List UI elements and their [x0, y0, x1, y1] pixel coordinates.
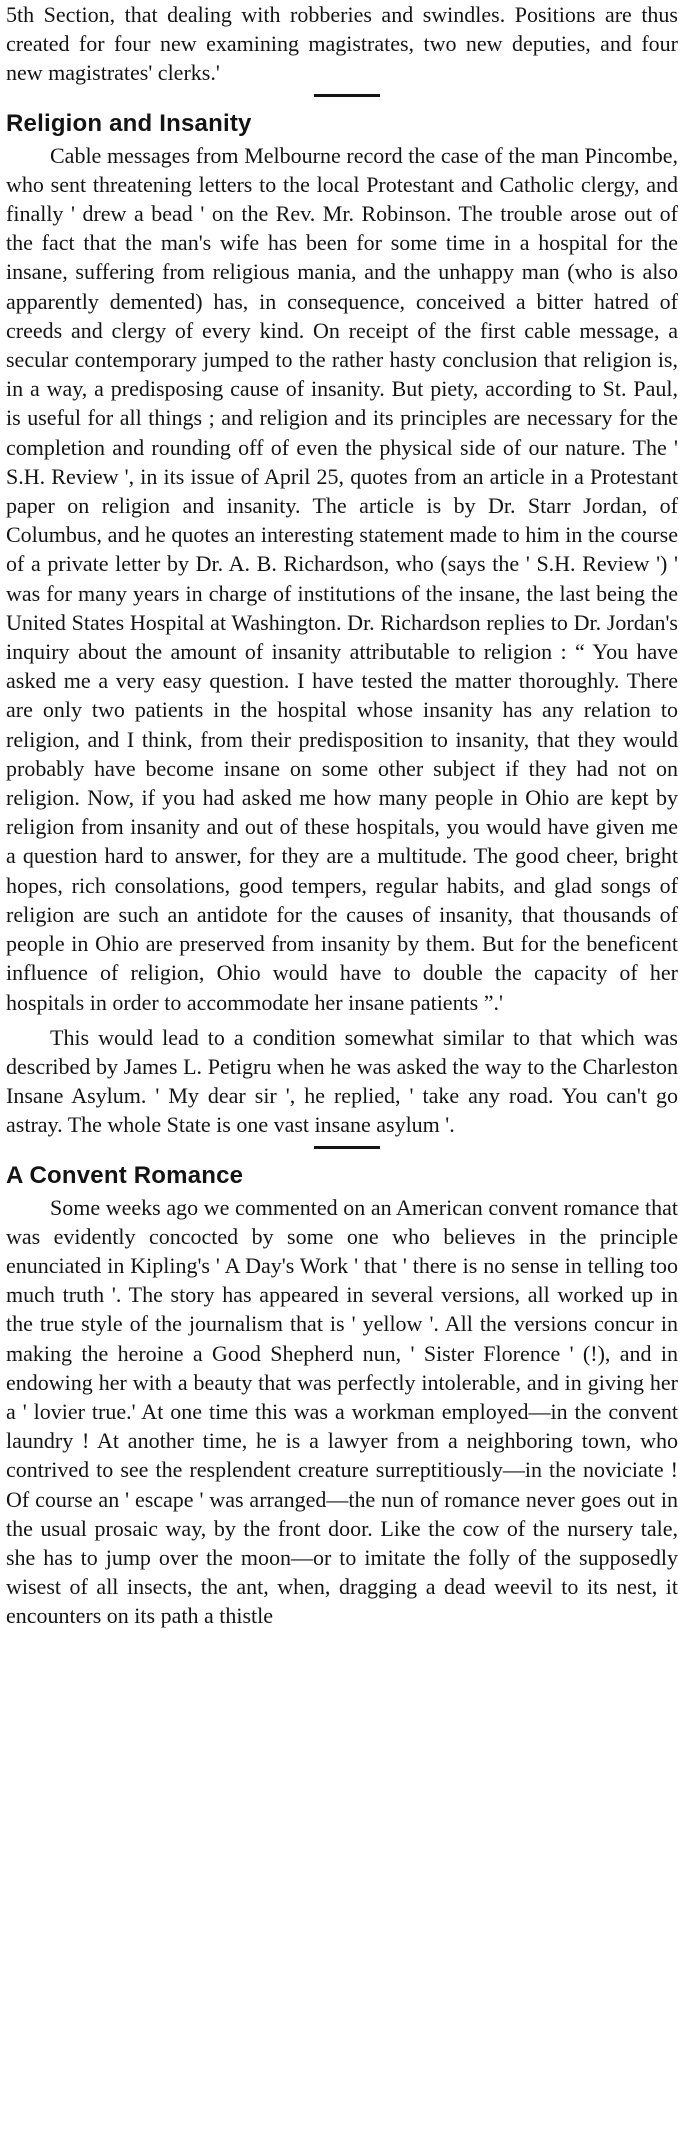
intro-paragraph: 5th Section, that dealing with robberies and swindles. Positions are thus created for four new examining magistrates, two new deputies, and four new magistrates' clerks.': [6, 2, 678, 86]
religion-paragraph-1: Cable messages from Melbourne record the case of the man Pincombe, who sent threatening letters to the local Protestant and Catholic clergy, and finally ' drew a bead ' on the Rev. Mr. Robinson. The trouble arose out of the fact that the man's wife has been for some time in a hospital for the insane, suffering from religious mania, and the unhappy man (who is also apparently demented) has, in consequence, conceived a bitter hatred of creeds and clergy of every kind. On receipt of the first cable message, a secular contemporary jumped to the rather hasty conclusion that religion is, in a way, a predisposing cause of insanity. But piety, according to St. Paul, is useful for all things ; and religion and its principles are necessary for the completion and rounding off of even the physical side of our nature. The ' S.H. Review ', in its issue of April 25, quotes from an article in a Protestant paper on religion and insanity. The article is by Dr. Starr Jordan, of Columbus, and he quotes an interesting statement made to him in the course of a private letter by Dr. A. B. Richardson, who (says the ' S.H. Review ') ' was for many years in charge of institutions of the insane, the last being the United States Hospital at Washington. Dr. Richardson replies to Dr. Jordan's inquiry about the amount of insanity attributable to religion : “ You have asked me a very easy question. I have tested the matter thoroughly. There are only two patients in the hospital whose insanity has any relation to religion, and I think, from their predisposition to insanity, that they would probably have become insane on some other subject if they had not on religion. Now, if you had asked me how many people in Ohio are kept by religion from insanity and out of these hospitals, you would have given me a question hard to answer, for they are a multitude. The good cheer, bright hopes, rich consolations, good tempers, regular habits, and glad songs of religion are such an antidote for the causes of insanity, that thousands of people in Ohio are preserved from insanity by them. But for the beneficent influence of religion, Ohio would have to double the capacity of her hospitals in order to accommodate her insane patients ”.': [6, 142, 678, 1015]
section-heading-religion-and-insanity: Religion and Insanity: [6, 109, 252, 137]
section-divider: [314, 1146, 380, 1149]
religion-paragraph-2: This would lead to a condition somewhat similar to that which was described by James L. Petigru when he was asked the way to the Charleston Insane Asylum. ' My dear sir ', he replied, ' take any road. You can't go astray. The whole State is one vast insane asylum '.: [6, 1024, 678, 1138]
section-heading-a-convent-romance: A Convent Romance: [6, 1161, 244, 1189]
article-column: [6, 0, 678, 1631]
convent-paragraph-1: Some weeks ago we commented on an American convent romance that was evidently concocted by some one who believes in the principle enunciated in Kipling's ' A Day's Work ' that ' there is no sense in telling too much truth '. The story has appeared in several versions, all worked up in the true style of the journalism that is ' yellow '. All the versions concur in making the heroine a Good Shepherd nun, ' Sister Florence ' (!), and in endowing her with a beauty that was perfectly intolerable, and in giving her a ' lovier true.' At one time this was a workman employed—in the convent laundry ! At another time, he is a lawyer from a neighboring town, who contrived to see the resplendent creature surreptitiously—in the noviciate ! Of course an ' escape ' was arranged—the nun of romance never goes out in the usual prosaic way, by the front door. Like the cow of the nursery tale, she has to jump over the moon—or to imitate the folly of the supposedly wisest of all insects, the ant, when, dragging a dead weevil to its nest, it encounters on its path a thistle: [6, 1194, 678, 1629]
section-divider: [314, 94, 380, 97]
